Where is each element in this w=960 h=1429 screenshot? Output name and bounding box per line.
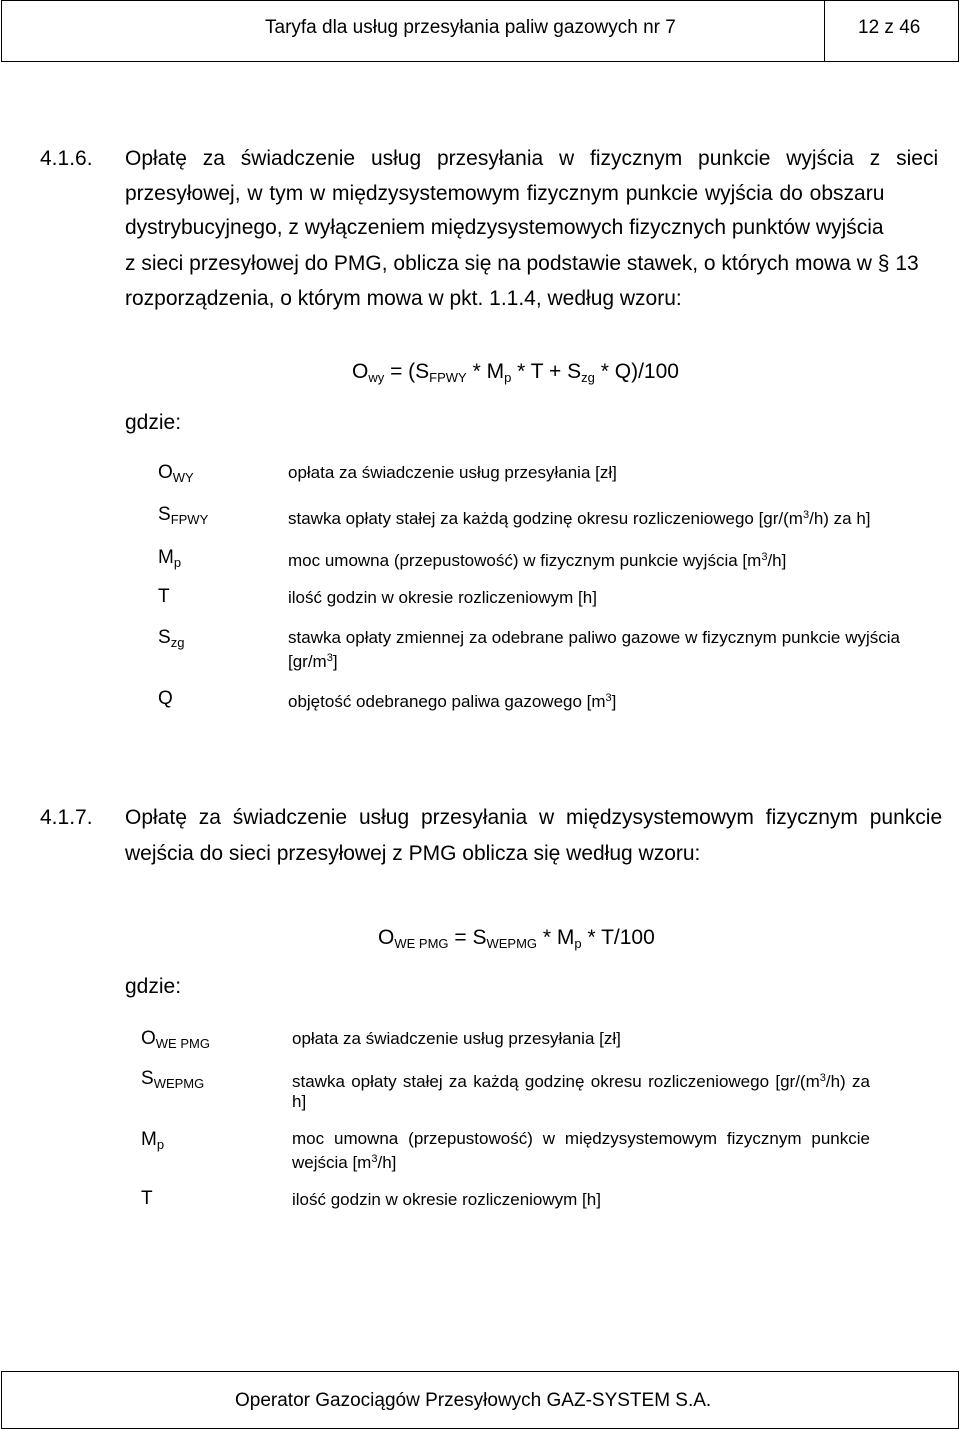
company-name: Operator Gazociągów Przesyłowych GAZ-SYSTEM S.A. [235, 1390, 712, 1411]
paragraph-line: rozporządzenia, o którym mowa w pkt. 1.1.4, według wzoru: [125, 287, 682, 310]
where-label: gdzie: [125, 411, 182, 434]
symbol-q: Q [158, 688, 173, 709]
symbol-szg: $S_{zg}$ [158, 627, 185, 650]
paragraph-line: Opłatę za świadczenie usług przesyłania w międzysystemowym fizycznym punkcie [125, 806, 943, 829]
symbol-t: T [158, 586, 170, 607]
page-footer [1, 1371, 959, 1429]
symbol-swepmg: $S_{WEPMG}$ [141, 1068, 205, 1091]
symbol-owepmg: $O_{WE PMG}$ [141, 1028, 210, 1051]
formula-owepmg: $O_{WE PMG} = S_{WEPMG} * M_p * T/100$ [378, 926, 655, 951]
definition-t: ilość godzin w okresie rozliczeniowym [h] [292, 1190, 601, 1209]
paragraph-line: Opłatę za świadczenie usług przesyłania w fizycznym punkcie wyjścia z sieci [125, 147, 939, 170]
symbol-sfpwy: $S_{FPWY}$ [158, 504, 209, 527]
definition-mp: moc umowna (przepustowość) w fizycznym punkcie wyjścia $[m^3/h]$ [288, 551, 787, 570]
definition-mp: moc umowna (przepustowość) w międzysystemowym fizycznym punkcie wejścia $[m^3/h]$ [292, 1129, 870, 1172]
where-label: gdzie: [125, 975, 182, 998]
formula-owy: $O_{wy} = (S_{FPWY} * M_p * T + S_{zg} * Q)/100$ [352, 360, 679, 385]
definition-owy: opłata za świadczenie usług przesyłania [zł] [288, 463, 617, 482]
paragraph-line: przesyłowej, w tym w międzysystemowym fizycznym punkcie wyjścia do obszaru [125, 182, 885, 205]
symbol-t: T [141, 1188, 153, 1209]
header-divider [824, 1, 825, 61]
definition-sfpwy: stawka opłaty stałej za każdą godzinę okresu rozliczeniowego [$gr/(m^3/h)$ za h] [288, 509, 871, 528]
definition-t: ilość godzin w okresie rozliczeniowym [h] [288, 588, 597, 607]
symbol-owy: $O_{WY}$ [158, 462, 194, 485]
definition-swepmg: stawka opłaty stałej za każdą godzinę okresu rozliczeniowego [$gr/(m^3/h)$ za h] [292, 1072, 870, 1111]
section-number: 4.1.6. [40, 147, 93, 170]
document-title: Taryfa dla usług przesyłania paliw gazowych nr 7 [265, 17, 676, 38]
paragraph-line: dystrybucyjnego, z wyłączeniem międzysystemowych fizycznych punktów wyjścia [125, 216, 884, 239]
section-number: 4.1.7. [40, 806, 93, 829]
definition-owepmg: opłata za świadczenie usług przesyłania [zł] [292, 1029, 621, 1048]
definition-q: objętość odebranego paliwa gazowego $[m^3]$ [288, 692, 617, 711]
page-number: 12 z 46 [858, 17, 921, 38]
symbol-mp: $M_p$ [158, 547, 182, 570]
symbol-mp: $M_p$ [141, 1129, 165, 1152]
paragraph-line: wejścia do sieci przesyłowej z PMG oblicza się według wzoru: [125, 842, 701, 865]
page-header [1, 0, 959, 62]
definition-szg: stawka opłaty zmiennej za odebrane paliwo gazowe w fizycznym punkcie wyjścia $[gr/m^3]$ [288, 628, 900, 671]
paragraph-line: z sieci przesyłowej do PMG, oblicza się na podstawie stawek, o których mowa w § 13 [125, 252, 919, 275]
